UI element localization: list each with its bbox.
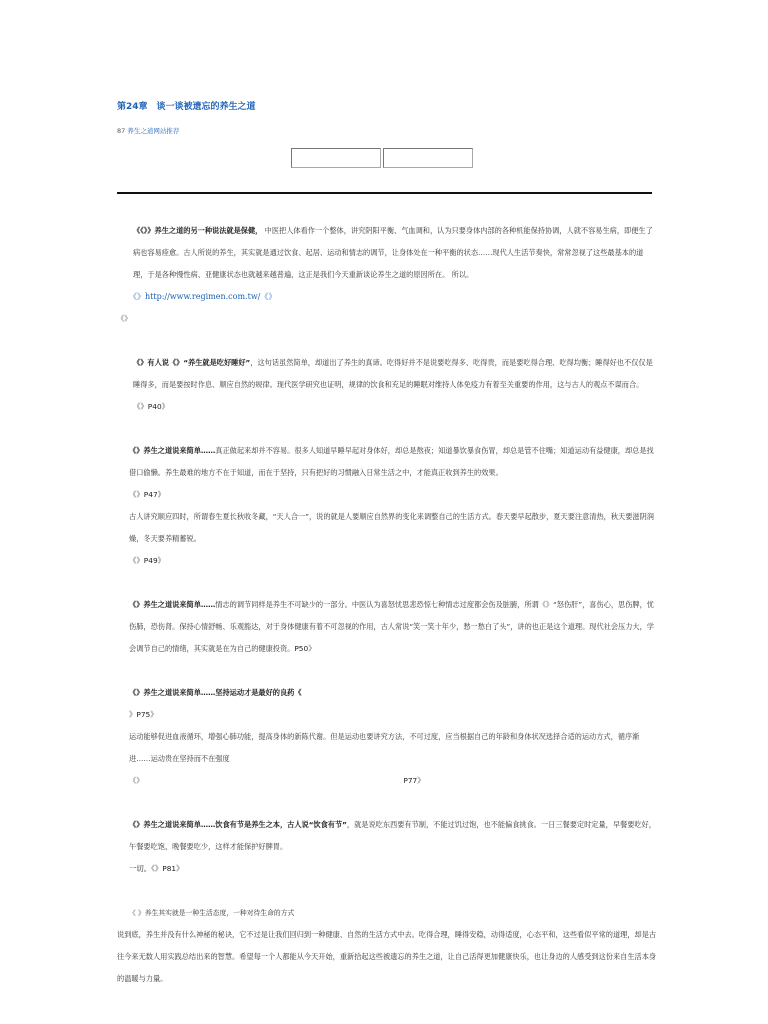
document-page <box>117 100 657 983</box>
button-group <box>291 148 473 168</box>
source-link-line <box>117 286 657 308</box>
paragraph-9-heading: 《 》养生其实就是一种生活态度，一种对待生命的方式 <box>129 909 295 917</box>
note-line: 《》 <box>117 314 132 323</box>
paragraph-2: 《》有人说《》“养生就是吃好睡好”，这句话虽然简单，却道出了养生的真谛。吃得好并不是说要吃得多、吃得贵，而是要吃得合理、吃得均衡；睡得好也不仅仅是睡得多，而是要按时作息、顺应自然的规律。现代医学研究也证明，规律的饮食和充足的睡眠对维持人体免疫力有着至关重要的作用，这与古人的观点不谋而合。 《》P40》 <box>133 358 653 411</box>
paragraph-7: 运动能够促进血液循环，增强心肺功能，提高身体的新陈代谢。但是运动也要讲究方法，不可过度，应当根据自己的年龄和身体状况选择合适的运动方式，循序渐进……运动贵在坚持而不在强度 《》 P77》 <box>129 732 640 785</box>
paragraph-9: 说到底，养生并没有什么神秘的秘诀，它不过是让我们回归到一种健康、自然的生活方式中去。吃得合理，睡得安稳，动得适度，心态平和，这些看似平常的道理，却是古往今来无数人用实践总结出来的智慧。希望每一个人都能从今天开始，重新拾起这些被遗忘的养生之道，让自己活得更加健康快乐，也让身边的人感受到这份来自生活本身的温暖与力量。 <box>117 930 657 983</box>
paragraph-1: 《《》》养生之道的另一种说法就是保健， 中医把人体看作一个整体，讲究阴阳平衡、气血调和，认为只要身体内部的各种机能保持协调，人就不容易生病，即便生了病也容易痊愈。古人所说的养生，其实就是通过饮食、起居、运动和情志的调节，让身体处在一种平衡的状态……现代人生活节奏快，常常忽视了这些最基本的道理，于是各种慢性病、亚健康状态也就越来越普遍，这正是我们今天重新谈论养生之道的原因所在。 所以。 <box>133 226 653 279</box>
blank-button-left[interactable] <box>291 148 381 168</box>
divider <box>117 192 652 194</box>
paragraph-8: 《》养生之道说来简单……饮食有节是养生之本，古人说“饮食有节”，就是说吃东西要有节制，不能过饥过饱，也不能偏食挑食。一日三餐要定时定量，早餐要吃好，午餐要吃饱，晚餐要吃少，这样才能保护好脾胃。 一切。《》P81》 <box>129 820 656 873</box>
article-body <box>117 220 657 990</box>
paragraph-4: 古人讲究顺应四时，所谓春生夏长秋收冬藏，“天人合一”，说的就是人要顺应自然界的变化来调整自己的生活方式。春天要早起散步，夏天要注意清热，秋天要滋阴润燥，冬天要养精蓄锐。 《》P49》 <box>129 512 654 565</box>
chapter-title[interactable]: 第24章 谈一谈被遗忘的养生之道 <box>117 102 256 112</box>
meta-prefix: 87 <box>117 127 126 135</box>
meta-link[interactable]: 养生之道网站推荐 <box>127 127 180 135</box>
meta-line <box>117 126 657 136</box>
blank-button-right[interactable] <box>383 148 473 168</box>
source-link[interactable]: 《》http://www.regimen.com.tw/《》 <box>129 292 277 301</box>
paragraph-6: 《》养生之道说来简单……坚持运动才是最好的良药《 》P75》 <box>129 688 302 719</box>
paragraph-3: 《》养生之道说来简单……真正做起来却并不容易。很多人知道早睡早起对身体好，却总是熬夜；知道暴饮暴食伤胃，却总是管不住嘴；知道运动有益健康，却总是找借口偷懒。养生最难的地方不在于知道，而在于坚持，只有把好的习惯融入日常生活之中，才能真正收到养生的效果。 《》P47》 <box>129 446 654 499</box>
paragraph-5: 《》养生之道说来简单……情志的调节同样是养生不可缺少的一部分。中医认为喜怒忧思悲恐惊七种情志过度都会伤及脏腑，所谓《》“怒伤肝”，喜伤心，思伤脾，忧伤肺，恐伤肾。保持心情舒畅、乐观豁达，对于身体健康有着不可忽视的作用，古人常说“笑一笑十年少，愁一愁白了头”，讲的也正是这个道理。现代社会压力大，学会调节自己的情绪，其实就是在为自己的健康投资。P50》 <box>129 600 654 653</box>
